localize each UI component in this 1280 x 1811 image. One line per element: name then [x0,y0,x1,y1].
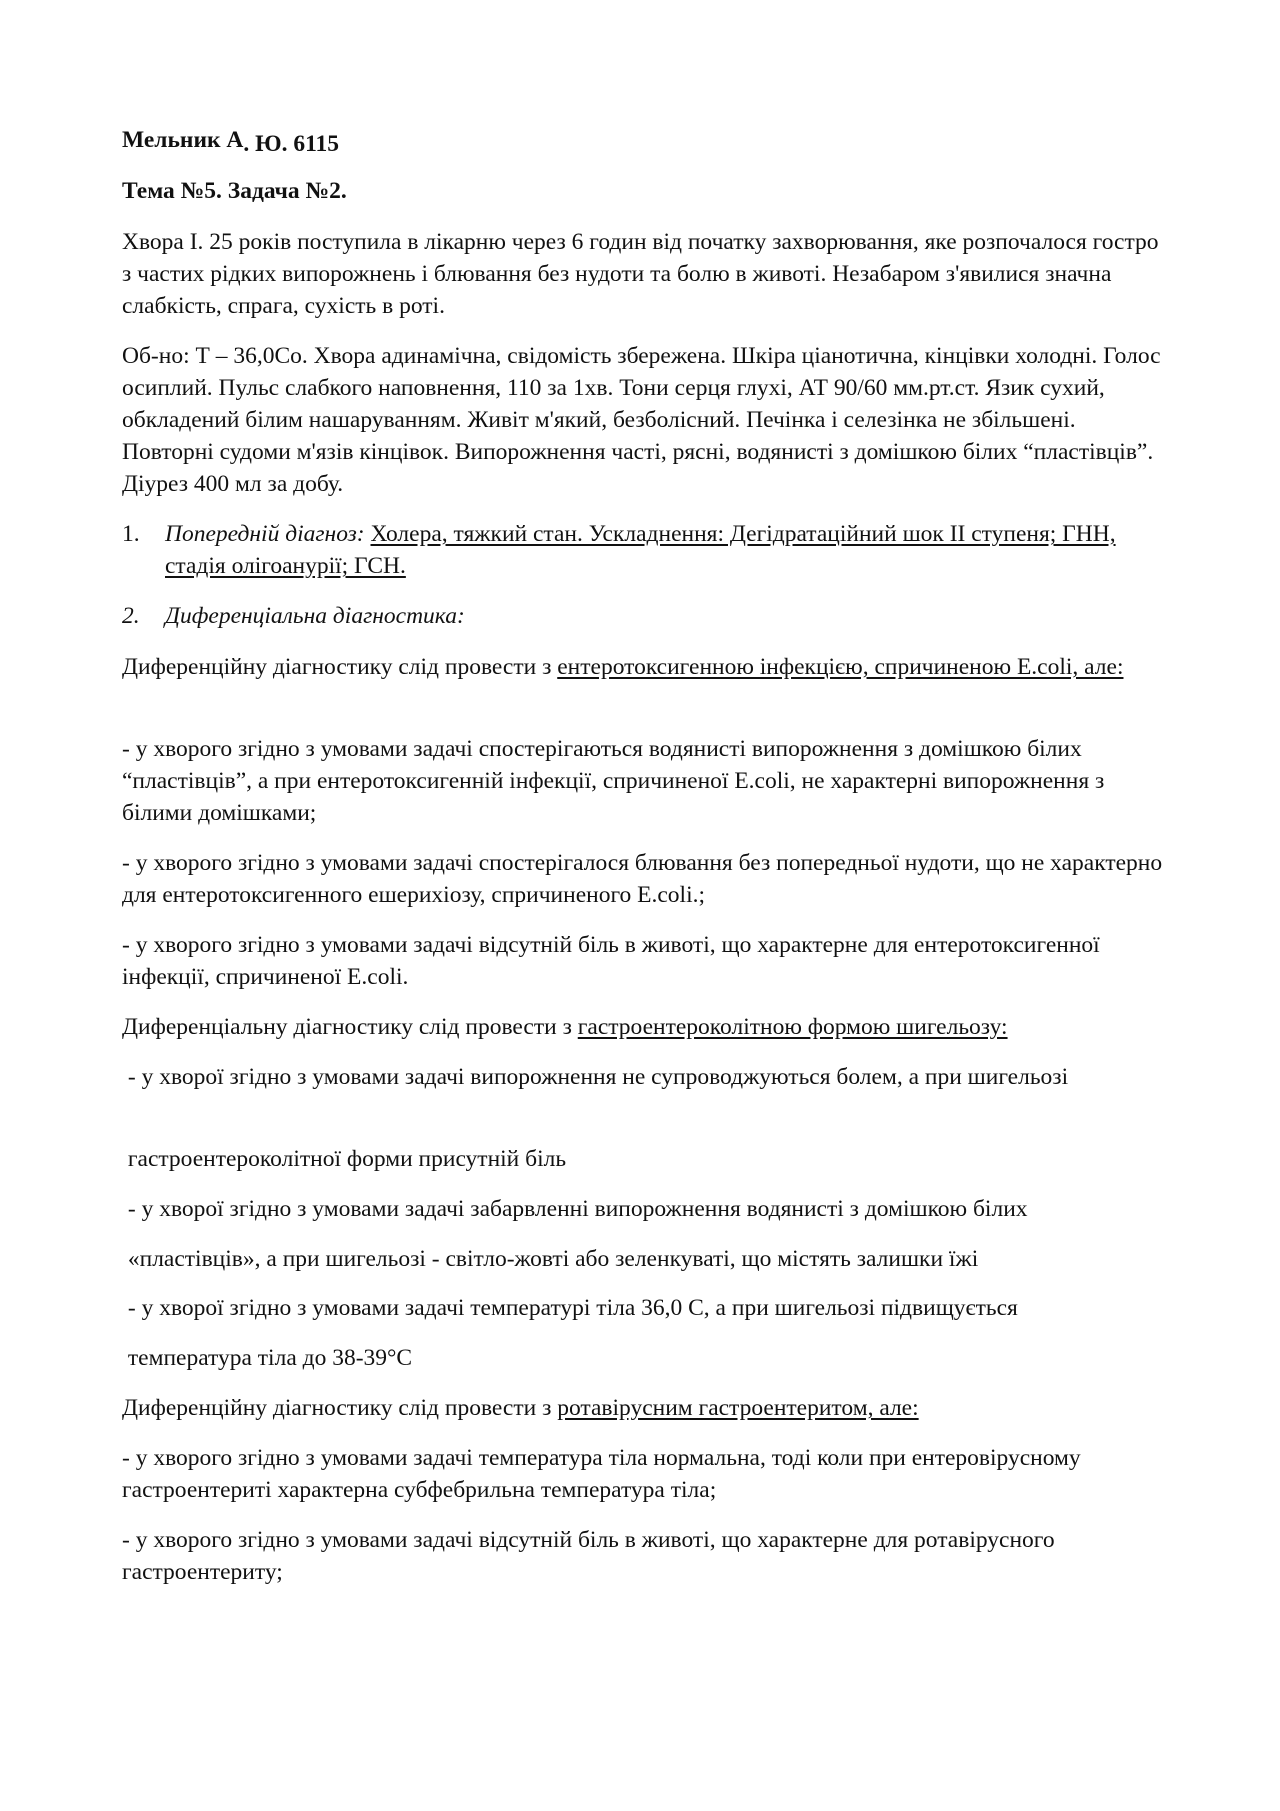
author-group: . Ю. 6115 [243,131,340,157]
shigella-point-1-cont: гастроентероколітної форми присутній біль [122,1146,567,1172]
shigella-disease: гастроентероколітною формою шигельозу: [577,1014,1008,1040]
diagnosis-value: Холера, тяжкий стан. Ускладнення: Дегідратаційний шок ІІ ступеня; ГНН, стадія олігоанурії; ГСН. [165,521,1116,579]
intro-text: Диференційну діагностику слід провести з [122,654,558,680]
ecoli-point-3: - у хворого згідно з умовами задачі відсутній біль в животі, що характерне для ентеротоксигенної інфекції, спричиненої E.coli. [122,932,1100,990]
shigella-point-3-cont: температура тіла до 38-39°С [122,1345,413,1371]
ecoli-disease: ентеротоксигенною інфекцією, спричиненою E.coli, але: [557,654,1124,680]
shigella-point-2: - у хворої згідно з умовами задачі забарвленні випорожнення водянисті з домішкою білих [122,1196,1028,1222]
shigella-intro [122,1011,1167,1043]
shigella-point-2-cont: «пластівців», а при шигельозі - світло-жовті або зеленкуваті, що містять залишки їжі [122,1246,979,1272]
diagnosis-label: Попередній діагноз: [165,521,365,547]
list-item-diagnosis [122,518,1167,582]
ecoli-point-1: - у хворого згідно з умовами задачі спостерігаються водянисті випорожнення з домішкою білих “пластівців”, а при ентеротоксигенній інфекції, спричиненої E.coli, не характерні випорожнення з білими домішками; [122,736,1105,826]
author-name: Мельник А [122,127,244,153]
shigella-point-1: - у хворої згідно з умовами задачі випорожнення не супроводжуються болем, а при шигельозі [122,1064,1069,1090]
intro-text: Диференційну діагностику слід провести з [122,1395,558,1421]
rota-point-1: - у хворого згідно з умовами задачі температура тіла нормальна, тоді коли при ентеровірусному гастроентериті характерна субфебрильна температура тіла; [122,1445,1081,1503]
examination-findings: Об-но: Т – 36,0Со. Хвора адинамічна, свідомість збережена. Шкіра ціанотична, кінцівки холодні. Голос осиплий. Пульс слабкого наповнення, 110 за 1хв. Тони серця глухі, АТ 90/60 мм.рт.ст. Язик сухий, обкладений білим нашаруванням. Живіт м'який, безболісний. Печінка і селезінка не збільшені. Повторні судоми м'язів кінцівок. Випорожнення часті, рясні, водянисті з домішкою білих “пластівців”. Діурез 400 мл за добу. [122,343,1161,497]
ecoli-intro [122,651,1167,683]
rota-intro [122,1392,1167,1424]
list-item-differential [122,600,1167,632]
case-description: Хвора І. 25 років поступила в лікарню через 6 годин від початку захворювання, яке розпочалося гостро з частих рідких випорожнень і блювання без нудоти та болю в животі. Незабаром з'явилися значна слабкість, спрага, сухість в роті. [122,229,1159,319]
rota-disease: ротавірусним гастроентеритом, але: [557,1395,919,1421]
ecoli-point-2: - у хворого згідно з умовами задачі спостерігалося блювання без попередньої нудоти, що не характерно для ентеротоксигенного ешерихіозу, спричиненого E.coli.; [122,850,1163,908]
list-number: 1. [122,521,140,547]
intro-text: Диференціальну діагностику слід провести з [122,1014,578,1040]
rota-point-2: - у хворого згідно з умовами задачі відсутній біль в животі, що характерне для ротавірусного гастроентериту; [122,1527,1055,1585]
diagnosis-text [165,518,1167,582]
list-number: 2. [122,603,140,629]
differential-label: Диференціальна діагностика: [165,603,465,629]
shigella-point-3: - у хворої згідно з умовами задачі температурі тіла 36,0 С, а при шигельозі підвищується [122,1295,1018,1321]
topic-title: Тема №5. Задача №2. [122,178,347,204]
author-line [122,124,1167,156]
